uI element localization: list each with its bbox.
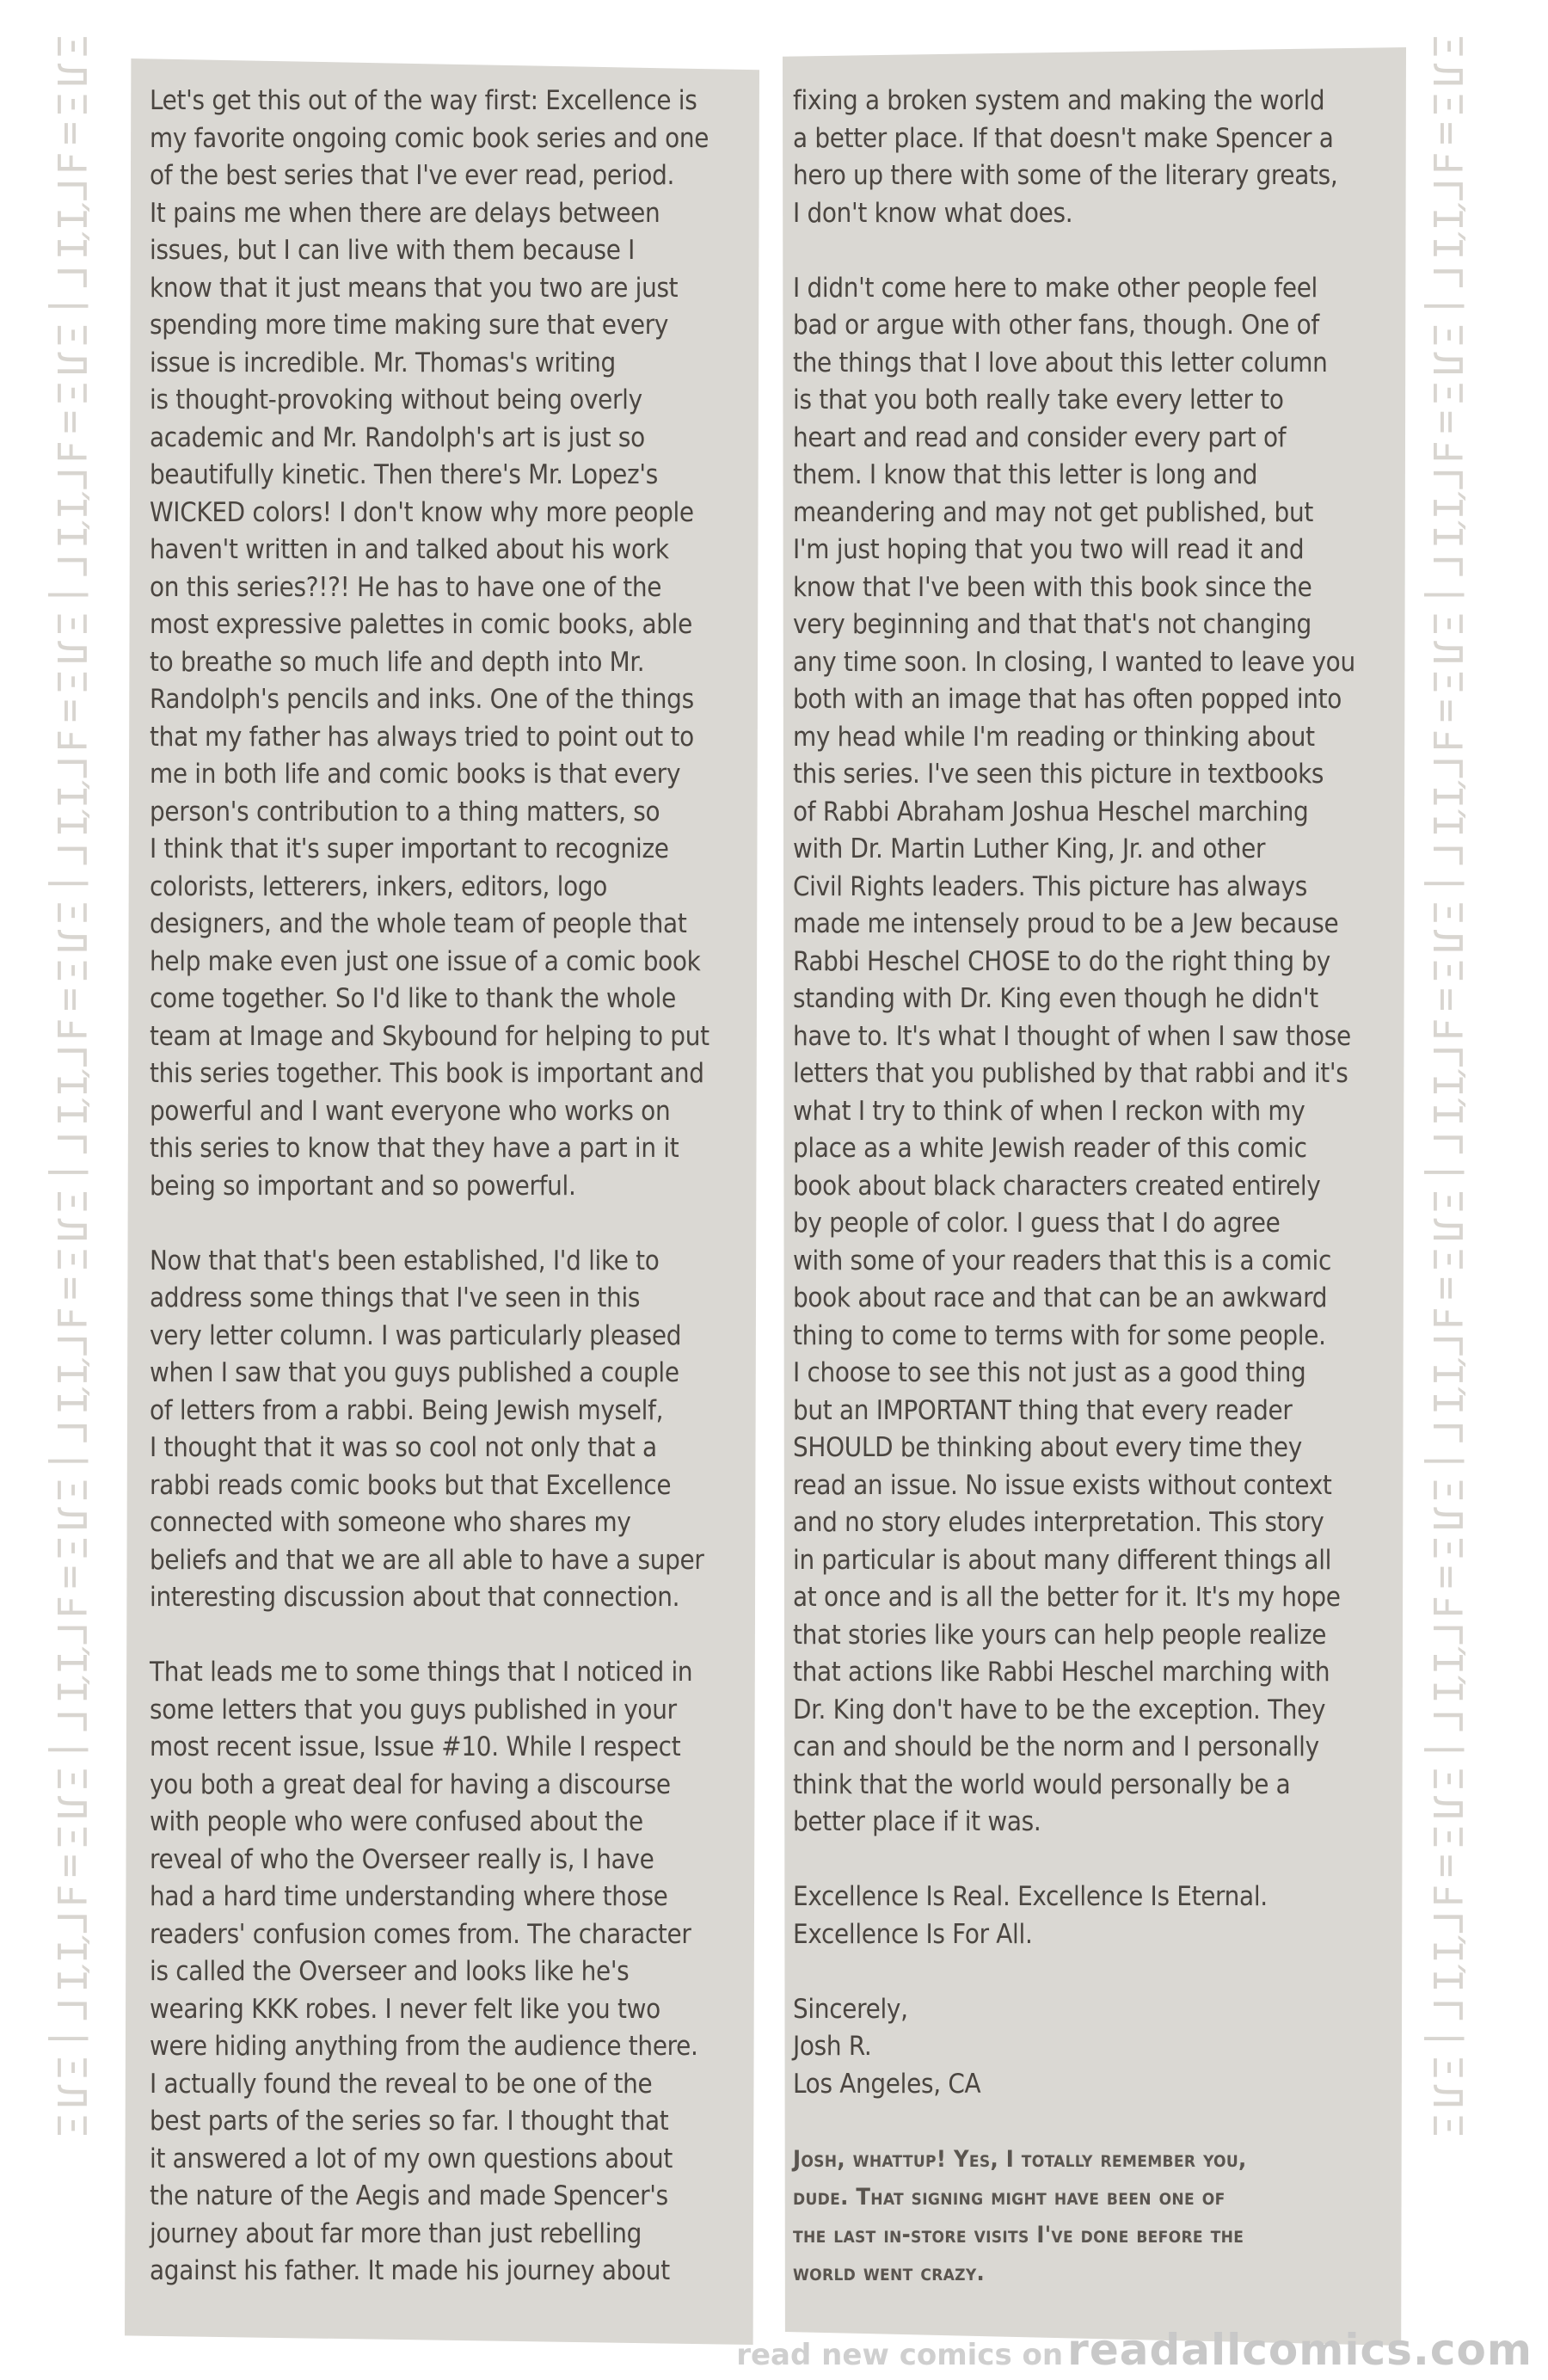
editor-reply: Josh, whattup! Yes, I totally remember you, dude. That signing might have been one of the last in-store visits I've done before the world went crazy. — [793, 2145, 1247, 2286]
right-decorative-glyph-border — [1419, 34, 1476, 2340]
letter-paragraph: Let's get this out of the way first: Excellence is my favorite ongoing comic book series and one of the best series that I've ever read, period. It pains me when there are delays between issues, but I can live with them because I know that it just means that you two are just spending more time making sure that every issue is incredible. Mr. Thomas's writing is thought-provoking without being overly academic and Mr. Randolph's art is just so beautifully kinetic. Then there's Mr. Lopez's WICKED colors! I don't know why more people haven't written in and talked about his work on this series?!?! He has to have one of the most expressive palettes in comic books, able to breathe so much life and depth into Mr. Randolph's pencils and inks. One of the things that my father has always tried to point out to me in both life and comic books is that every person's contribution to a thing matters, so I think that it's super important to recognize colorists, letterers, inkers, editors, logo designers, and the whole team of people that help make even just one issue of a comic book come together. So I'd like to thank the whole team at Image and Skybound for helping to put this series together. This book is important and powerful and I want everyone who works on this series to know that they have a part in it being so important and so powerful. — [150, 85, 710, 1202]
letter-paragraph: That leads me to some things that I noticed in some letters that you guys published in your most recent issue, Issue #10. While I respect you both a great deal for having a discourse with people who were confused about the reveal of who the Overseer really is, I have had a hard time understanding where those readers' confusion comes from. The character is called the Overseer and looks like he's wearing KKK robes. I never felt like you two were hiding anything from the audience there. I actually found the reveal to be one of the best parts of the series so far. I thought that it answered a lot of my own questions about the nature of the Aegis and made Spencer's journey about far more than just rebelling against his father. It made his journey about — [150, 1657, 698, 2286]
site-watermark — [736, 2325, 1533, 2375]
letter-signature: Sincerely, Josh R. Los Angeles, CA — [793, 1993, 981, 2100]
right-letter-column — [793, 83, 1386, 2292]
left-decorative-glyph-border — [43, 34, 100, 2340]
letter-sign-off-motto: Excellence Is Real. Excellence Is Eternal. Excellence Is For All. — [793, 1881, 1268, 1950]
watermark-prefix: read new comics on — [736, 2338, 1064, 2372]
left-glyph-text: ΞЛΞ=ℲΓΊΊΓ|ΞЛΞ=ℲΓΊΊΓ|ΞЛΞ=ℲΓΊΊΓ|ΞЛΞ=ℲΓΊΊΓ|ΞЛΞ=ℲΓΊΊΓ|ΞЛΞ=ℲΓΊΊΓ|ΞЛΞ=ℲΓΊΊΓ|ΞЛΞ — [48, 34, 95, 2143]
letter-paragraph: Now that that's been established, I'd like to address some things that I've seen in this very letter column. I was particularly pleased when I saw that you guys published a couple of letters from a rabbi. Being Jewish myself, I thought that it was so cool not only that a rabbi reads comic books but that Excellence connected with someone who shares my beliefs and that we are all able to have a super interesting discussion about that connection. — [150, 1245, 704, 1613]
watermark-site: readallcomics.com — [1067, 2325, 1533, 2375]
left-letter-column — [150, 83, 752, 2328]
letter-paragraph: fixing a broken system and making the world a better place. If that doesn't make Spencer a hero up there with some of the literary greats, I don't know what does. — [793, 85, 1338, 229]
right-glyph-text: ΞЛΞ=ℲΓΊΊΓ|ΞЛΞ=ℲΓΊΊΓ|ΞЛΞ=ℲΓΊΊΓ|ΞЛΞ=ℲΓΊΊΓ|ΞЛΞ=ℲΓΊΊΓ|ΞЛΞ=ℲΓΊΊΓ|ΞЛΞ=ℲΓΊΊΓ|ΞЛΞ — [1424, 34, 1471, 2143]
letter-paragraph: I didn't come here to make other people feel bad or argue with other fans, though. One of the things that I love about this letter column is that you both really take every letter to heart and read and consider every part of them. I know that this letter is long and meandering and may not get published, but I'm just hoping that you two will read it and know that I've been with this book since the very beginning and that that's not changing any time soon. In closing, I wanted to leave you both with an image that has often popped into my head while I'm reading or thinking about this series. I've seen this picture in textbooks of Rabbi Abraham Joshua Heschel marching with Dr. Martin Luther King, Jr. and other Civil Rights leaders. This picture has always made me intensely proud to be a Jew because Rabbi Heschel CHOSE to do the right thing by standing with Dr. King even though he didn't have to. It's what I thought of when I saw those letters that you published by that rabbi and it's what I try to think of when I reckon with my place as a white Jewish reader of this comic book about black characters created entirely by people of color. I guess that I do agree with some of your readers that this is a comic book about race and that can be an awkward thing to come to terms with for some people. I choose to see this not just as a good thing but an IMPORTANT thing that every reader SHOULD be thinking about every time they read an issue. No issue exists without context and no story eludes interpretation. This story in particular is about many different things all at once and is all the better for it. It's my hope that stories like yours can help people realize that actions like Rabbi Heschel marching with Dr. King don't have to be the exception. They can and should be the norm and I personally think that the world would personally be a better place if it was. — [793, 272, 1355, 1837]
